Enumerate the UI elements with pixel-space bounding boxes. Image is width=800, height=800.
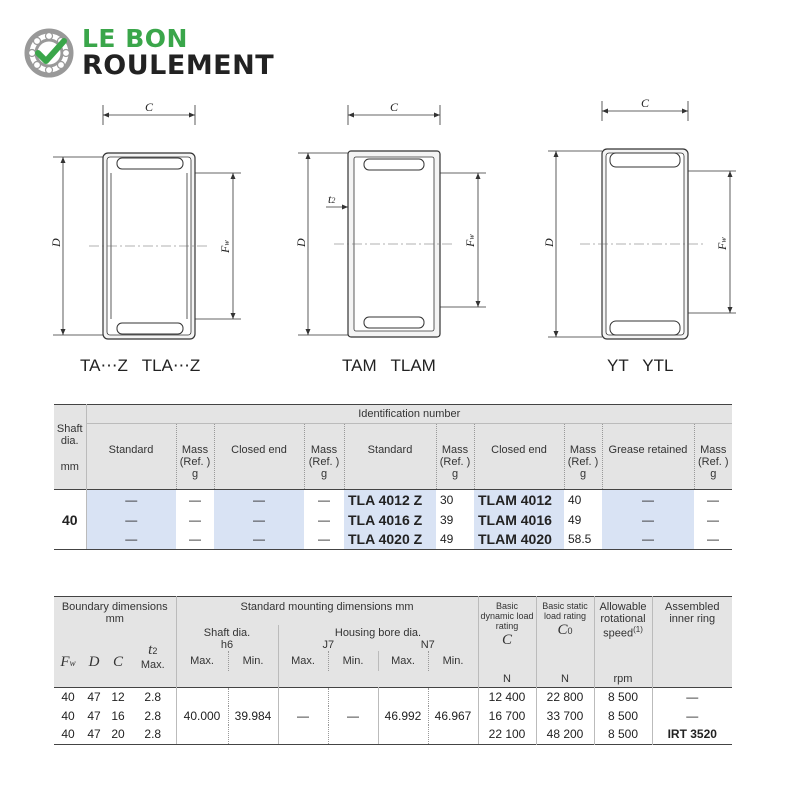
dash-cell: — <box>318 492 330 507</box>
d-value: 47 <box>87 708 101 723</box>
part-number-tlam: TLAM 4012 <box>474 490 564 510</box>
dim-fw-label: F <box>715 242 729 250</box>
c-value: 12 <box>111 689 125 704</box>
svg-text:Fw <box>715 237 729 251</box>
dim-t2-label: t <box>328 192 332 206</box>
j7-min: Min. <box>328 651 378 671</box>
dim-t2-sub: 2 <box>331 196 336 205</box>
mass-unit: g <box>191 468 199 480</box>
fw-value: 40 <box>61 727 75 742</box>
j7-label: J7 <box>322 639 335 651</box>
speed-note: (1) <box>633 625 643 634</box>
t2-value: 2.8 <box>130 687 176 706</box>
part-number-tla: TLA 4016 Z <box>344 510 436 530</box>
h6-max-value: 40.000 <box>176 687 228 744</box>
dash-cell: — <box>707 492 719 507</box>
table-row <box>54 510 732 530</box>
dynamic-load-symbol: C <box>501 632 512 648</box>
housing-bore-label: Housing bore dia. <box>334 627 422 639</box>
brand-line2: ROULEMENT <box>82 50 275 81</box>
part-number-tlam: TLAM 4016 <box>474 510 564 530</box>
col-t2 <box>130 625 176 671</box>
table-row <box>54 530 732 550</box>
figure-caption-yt: YT YTL <box>607 356 674 375</box>
mass-label: Mass <box>310 444 338 456</box>
col-mass-2 <box>304 424 344 490</box>
col-c: C <box>112 654 123 670</box>
mass-label: Mass <box>441 444 469 456</box>
mass-unit: g <box>320 468 328 480</box>
speed-header <box>594 597 652 672</box>
t2-max-label: Max. <box>140 659 165 671</box>
bearing-drawing-ta <box>45 95 255 345</box>
mass-label: Mass <box>700 444 727 456</box>
n7-max: Max. <box>378 651 428 671</box>
static-load-label: Basic static load rating <box>542 601 588 621</box>
dash-cell: — <box>214 530 304 550</box>
ref-label: (Ref. ) <box>308 456 340 468</box>
col-mass-4 <box>564 424 602 490</box>
mass-value: 49 <box>440 532 454 547</box>
dyn-unit: N <box>478 671 536 687</box>
fw-sub: w <box>69 658 76 668</box>
dash-cell: — <box>602 510 694 530</box>
j7-min-value: — <box>328 687 378 744</box>
brand-line1: LE BON <box>82 24 188 53</box>
speed-value: 8 500 <box>594 725 652 744</box>
dyn-value: 16 700 <box>478 706 536 725</box>
shaft-dia-header <box>54 405 86 490</box>
dash-cell: — <box>189 512 201 527</box>
housing-bore-header <box>278 625 478 651</box>
speed-unit: rpm <box>594 671 652 687</box>
bearing-drawing-tam <box>290 95 500 345</box>
fw-value: 40 <box>61 708 75 723</box>
stat-unit: N <box>536 671 594 687</box>
table-row <box>54 687 732 706</box>
mass-unit: g <box>451 468 459 480</box>
shaft-dia-value: 40 <box>54 490 86 550</box>
part-number-tla: TLA 4020 Z <box>344 530 436 550</box>
dynamic-load-header <box>478 597 536 672</box>
col-mass-1 <box>176 424 214 490</box>
ref-label: (Ref. ) <box>179 456 211 468</box>
col-fw <box>54 625 82 671</box>
speed-value: 8 500 <box>594 706 652 725</box>
static-load-header <box>536 597 594 672</box>
dim-fw-label: F <box>218 245 232 253</box>
table-row <box>54 490 732 510</box>
dash-cell: — <box>214 510 304 530</box>
dim-d-label: D <box>49 238 63 247</box>
mass-value: 40 <box>568 492 582 507</box>
dash-cell: — <box>707 512 719 527</box>
h6-max: Max. <box>176 651 228 671</box>
static-load-symbol: C <box>557 622 568 638</box>
dash-cell: — <box>86 490 176 510</box>
speed-label: Allowable rotational speed <box>599 601 647 640</box>
n7-label: N7 <box>420 639 435 651</box>
t2-symbol: t <box>148 642 153 658</box>
h6-label: h6 <box>220 639 234 651</box>
n7-max-value: 46.992 <box>378 687 428 744</box>
h6-min: Min. <box>228 651 278 671</box>
dash-cell: — <box>602 490 694 510</box>
dim-c-label: C <box>145 100 154 114</box>
mass-unit: g <box>710 468 717 480</box>
identification-table <box>54 404 732 550</box>
d-value: 47 <box>87 727 101 742</box>
dash-cell: — <box>707 532 719 547</box>
figure-caption-ta: TA⋯Z TLA⋯Z <box>80 356 201 375</box>
dash-cell: — <box>602 530 694 550</box>
dash-cell: — <box>189 492 201 507</box>
h6-min-value: 39.984 <box>228 687 278 744</box>
dim-fw-sub: w <box>467 234 476 240</box>
inner-ring-value: — <box>686 708 699 723</box>
dim-d-label: D <box>294 238 308 247</box>
part-number-tla: TLA 4012 Z <box>344 490 436 510</box>
dash-cell: — <box>86 510 176 530</box>
dim-c-label: C <box>390 100 399 114</box>
col-mass-5 <box>694 424 732 490</box>
dash-cell: — <box>318 532 330 547</box>
mass-value: 49 <box>568 512 582 527</box>
dash-cell: — <box>189 532 201 547</box>
figure-caption-tam: TAM TLAM <box>342 356 436 375</box>
mounting-dimensions-header: Standard mounting dimensions mm <box>176 597 478 626</box>
fw-symbol: F <box>60 654 70 670</box>
col-closed-end-2: Closed end <box>474 424 564 490</box>
brand-logo <box>24 26 274 79</box>
col-d: D <box>88 654 100 670</box>
svg-text:Fw <box>218 240 232 254</box>
mass-value: 39 <box>440 512 454 527</box>
mass-label: Mass <box>181 444 209 456</box>
mass-label: Mass <box>569 444 597 456</box>
mass-value: 30 <box>440 492 454 507</box>
stat-value: 22 800 <box>536 687 594 706</box>
ref-label: (Ref. ) <box>697 456 729 468</box>
shaft-dia-label: Shaft dia. <box>56 423 83 447</box>
part-number-tlam: TLAM 4020 <box>474 530 564 550</box>
dash-cell: — <box>86 530 176 550</box>
boundary-unit: mm <box>105 613 124 625</box>
dyn-value: 22 100 <box>478 725 536 744</box>
boundary-dimensions-header <box>54 597 176 626</box>
col-grease-retained: Grease retained <box>602 424 694 490</box>
dim-fw-sub: w <box>719 237 728 243</box>
n7-min-value: 46.967 <box>428 687 478 744</box>
dim-fw-sub: w <box>222 240 231 246</box>
identification-number-header: Identification number <box>86 405 732 424</box>
c-value: 16 <box>111 708 125 723</box>
dim-fw-label: F <box>463 239 477 247</box>
inner-ring-value: — <box>686 689 699 704</box>
dimensions-table <box>54 596 732 745</box>
col-closed-end: Closed end <box>214 424 304 490</box>
boundary-label: Boundary dimensions <box>61 601 168 613</box>
stat-value: 33 700 <box>536 706 594 725</box>
svg-text:Fw <box>463 234 477 248</box>
n7-min: Min. <box>428 651 478 671</box>
shaft-dia-header <box>176 625 278 651</box>
shaft-dia-unit: mm <box>60 461 79 473</box>
bearing-check-icon <box>24 28 74 78</box>
ref-label: (Ref. ) <box>439 456 471 468</box>
mass-value: 58.5 <box>568 532 592 547</box>
dash-cell: — <box>214 490 304 510</box>
inner-ring-value: IRT 3520 <box>667 727 717 742</box>
static-load-sub: 0 <box>567 626 573 636</box>
speed-value: 8 500 <box>594 687 652 706</box>
t2-sub: 2 <box>152 646 158 656</box>
col-mass-3 <box>436 424 474 490</box>
col-standard-2: Standard <box>344 424 436 490</box>
c-value: 20 <box>111 727 125 742</box>
d-value: 47 <box>87 689 101 704</box>
stat-value: 48 200 <box>536 725 594 744</box>
mass-unit: g <box>579 468 587 480</box>
dyn-value: 12 400 <box>478 687 536 706</box>
fw-value: 40 <box>61 689 75 704</box>
bearing-drawing-yt <box>540 95 750 345</box>
dynamic-load-label: Basic dynamic load rating <box>480 601 534 631</box>
col-standard: Standard <box>86 424 176 490</box>
inner-ring-header: Assembled inner ring <box>652 597 732 672</box>
ref-label: (Ref. ) <box>567 456 599 468</box>
j7-max-value: — <box>278 687 328 744</box>
dim-d-label: D <box>542 238 556 247</box>
t2-value: 2.8 <box>130 706 176 725</box>
svg-text:t2 <box>328 192 335 206</box>
t2-value: 2.8 <box>130 725 176 744</box>
j7-max: Max. <box>278 651 328 671</box>
dash-cell: — <box>318 512 330 527</box>
shaft-dia-label: Shaft dia. <box>203 627 251 639</box>
dim-c-label: C <box>641 96 650 110</box>
